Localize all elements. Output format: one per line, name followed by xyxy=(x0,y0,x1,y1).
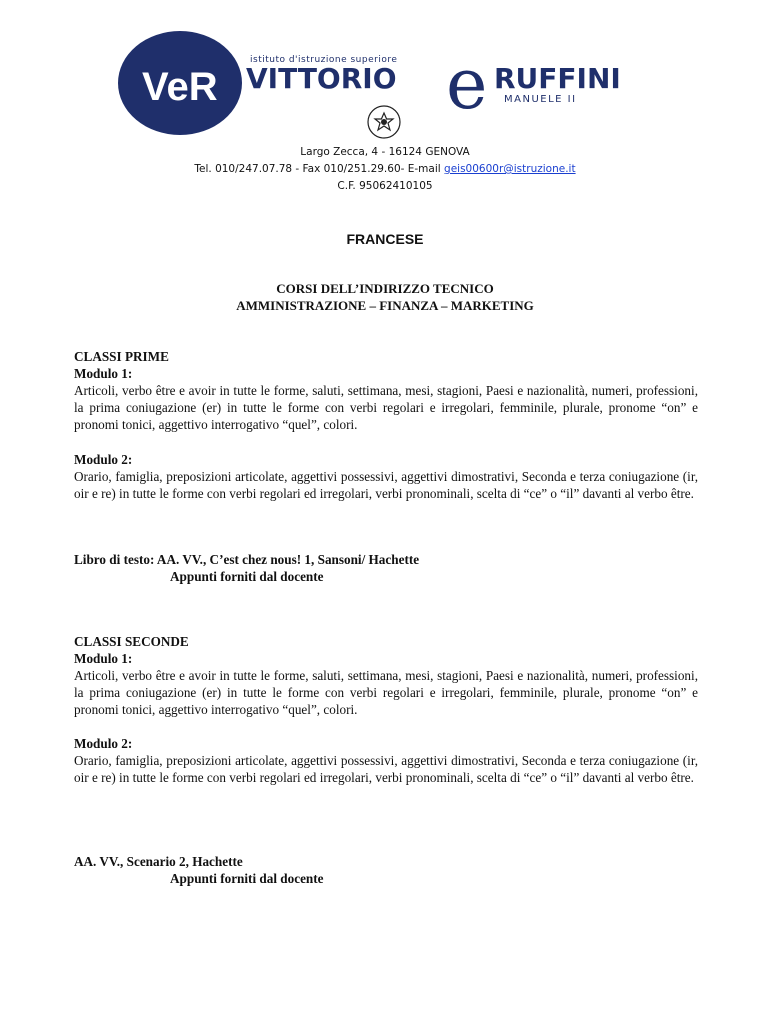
module-text: Articoli, verbo être e avoir in tutte le forme, saluti, settimana, mesi, stagioni, Paesi e nazionalità, numeri, professioni, la prima coniugazione (er) in tutte le forme con verbi regolari e irregolari, femminile, plurale, pronome “on” e pronomi tonici, aggettivo interrogativo “quel”, colori. xyxy=(74,383,698,432)
module-text: Articoli, verbo être e avoir in tutte le forme, saluti, settimana, mesi, stagioni, Paesi e nazionalità, numeri, professioni, la prima coniugazione (er) in tutte le forme con verbi regolari e irregolari, femminile, plurale, pronome “on” e pronomi tonici, aggettivo interrogativo “quel”, colori. xyxy=(74,668,698,717)
textbook-note: Appunti forniti dal docente xyxy=(170,871,324,886)
section-classi-prime xyxy=(74,348,698,433)
logo-small-caption: istituto d'istruzione superiore xyxy=(250,55,398,65)
logo-name-right: RUFFINI xyxy=(494,62,621,95)
section-heading: CLASSI SECONDE xyxy=(74,634,189,649)
document-title: FRANCESE xyxy=(346,231,424,247)
textbook-info-seconde xyxy=(74,853,698,887)
republic-emblem-icon xyxy=(368,106,400,138)
module-title: Modulo 1: xyxy=(74,651,133,666)
textbook-note: Appunti forniti dal docente xyxy=(170,569,324,584)
section-classi-seconde xyxy=(74,633,698,718)
module-title: Modulo 1: xyxy=(74,366,133,381)
logo-initials: VeR xyxy=(142,65,218,109)
address-line: Largo Zecca, 4 - 16124 GENOVA xyxy=(300,146,470,158)
section-heading: CLASSI PRIME xyxy=(74,349,169,364)
module-title: Modulo 2: xyxy=(74,452,133,467)
section-classi-prime-module-2 xyxy=(74,451,698,502)
contacts-text: Tel. 010/247.07.78 - Fax 010/251.29.60- E-mail xyxy=(194,163,445,175)
contacts-line xyxy=(0,163,770,175)
logo-name-left: VITTORIO xyxy=(246,62,397,95)
document-subtitle-1: CORSI DELL’INDIRIZZO TECNICO xyxy=(276,281,494,296)
logo-name-e: e xyxy=(446,43,488,125)
textbook-line: AA. VV., Scenario 2, Hachette xyxy=(74,854,243,869)
textbook-info xyxy=(74,551,698,585)
module-text: Orario, famiglia, preposizioni articolate, aggettivi possessivi, aggettivi dimostrativi, Seconda e terza coniugazione (ir, oir e re) in tutte le forme con verbi regolari ed irregolari, verbi pronominali, scelta di “ce” o “il” davanti al verbo être. xyxy=(74,469,698,501)
textbook-line: Libro di testo: AA. VV., C’est chez nous! 1, Sansoni/ Hachette xyxy=(74,552,420,567)
school-logo xyxy=(118,30,678,140)
module-text: Orario, famiglia, preposizioni articolate, aggettivi possessivi, aggettivi dimostrativi, Seconda e terza coniugazione (ir, oir e re) in tutte le forme con verbi regolari ed irregolari, verbi pronominali, scelta di “ce” o “il” davanti al verbo être. xyxy=(74,753,698,785)
section-classi-seconde-module-2 xyxy=(74,735,698,786)
email-link[interactable]: geis00600r@istruzione.it xyxy=(444,163,576,175)
module-title: Modulo 2: xyxy=(74,736,133,751)
document-subtitle-2: AMMINISTRAZIONE – FINANZA – MARKETING xyxy=(236,298,534,313)
logo-subtitle: MANUELE II xyxy=(504,94,577,105)
tax-code: C.F. 95062410105 xyxy=(337,180,433,192)
